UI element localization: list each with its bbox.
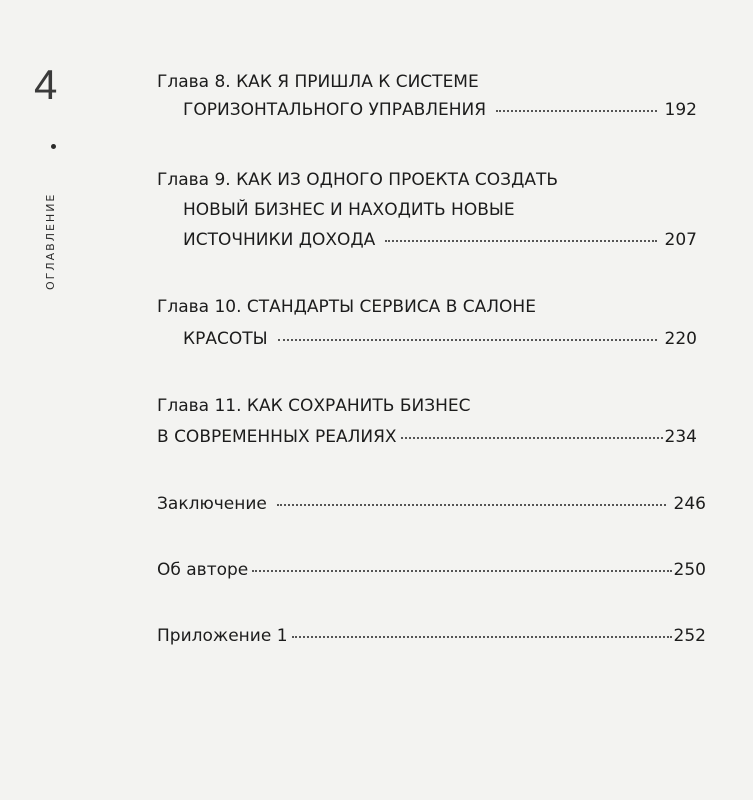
toc-entry-appendix-1 (157, 626, 706, 646)
dot-leader (385, 240, 656, 242)
toc-entry-page: 250 (673, 560, 706, 580)
toc-entry-title: Об авторе (157, 560, 249, 580)
toc-entry-chapter-10-line-1 (157, 297, 707, 317)
toc-entry-title: Глава 11. КАК СОХРАНИТЬ БИЗНЕС (157, 396, 471, 416)
toc-entry-chapter-8-line-1 (157, 72, 707, 92)
dot-leader (401, 437, 663, 439)
toc-entry-chapter-10-line-2 (183, 329, 697, 349)
page-number: 4 (34, 61, 58, 108)
toc-entry-title: ГОРИЗОНТАЛЬНОГО УПРАВЛЕНИЯ (183, 100, 487, 120)
toc-entry-chapter-11-line-2 (157, 427, 697, 447)
toc-entry-title: Заключение (157, 494, 267, 514)
toc-entry-title: Глава 10. СТАНДАРТЫ СЕРВИСА В САЛОНЕ (157, 297, 536, 317)
toc-entry-page: 192 (664, 100, 697, 120)
dot-leader (278, 339, 657, 341)
toc-entry-chapter-11-line-1 (157, 396, 707, 416)
toc-entry-page: 234 (664, 427, 697, 447)
running-head: ОГЛАВЛЕНИЕ (44, 192, 57, 290)
dot-leader (252, 570, 671, 572)
toc-entry-page: 252 (673, 626, 706, 646)
dot-leader (277, 504, 666, 506)
toc-entry-title: Глава 9. КАК ИЗ ОДНОГО ПРОЕКТА СОЗДАТЬ (157, 170, 559, 190)
toc-entry-chapter-9-line-3 (183, 230, 697, 250)
toc-entry-chapter-8-line-2 (183, 100, 697, 120)
toc-entry-title: Приложение 1 (157, 626, 288, 646)
toc-entry-page: 207 (664, 230, 697, 250)
dot-leader (496, 110, 656, 112)
toc-entry-title: ИСТОЧНИКИ ДОХОДА (183, 230, 376, 250)
toc-entry-title: КРАСОТЫ (183, 329, 268, 349)
dot-leader (292, 636, 672, 638)
toc-entry-conclusion (157, 494, 706, 514)
toc-entry-title: Глава 8. КАК Я ПРИШЛА К СИСТЕМЕ (157, 72, 479, 92)
toc-entry-chapter-9-line-1 (157, 170, 707, 190)
toc-entry-about-author (157, 560, 706, 580)
toc-entry-chapter-9-line-2 (183, 200, 697, 220)
toc-entry-page: 246 (673, 494, 706, 514)
toc-entry-page: 220 (664, 329, 697, 349)
toc-entry-title: В СОВРЕМЕННЫХ РЕАЛИЯХ (157, 427, 397, 447)
toc-entry-title: НОВЫЙ БИЗНЕС И НАХОДИТЬ НОВЫЕ (183, 200, 515, 220)
